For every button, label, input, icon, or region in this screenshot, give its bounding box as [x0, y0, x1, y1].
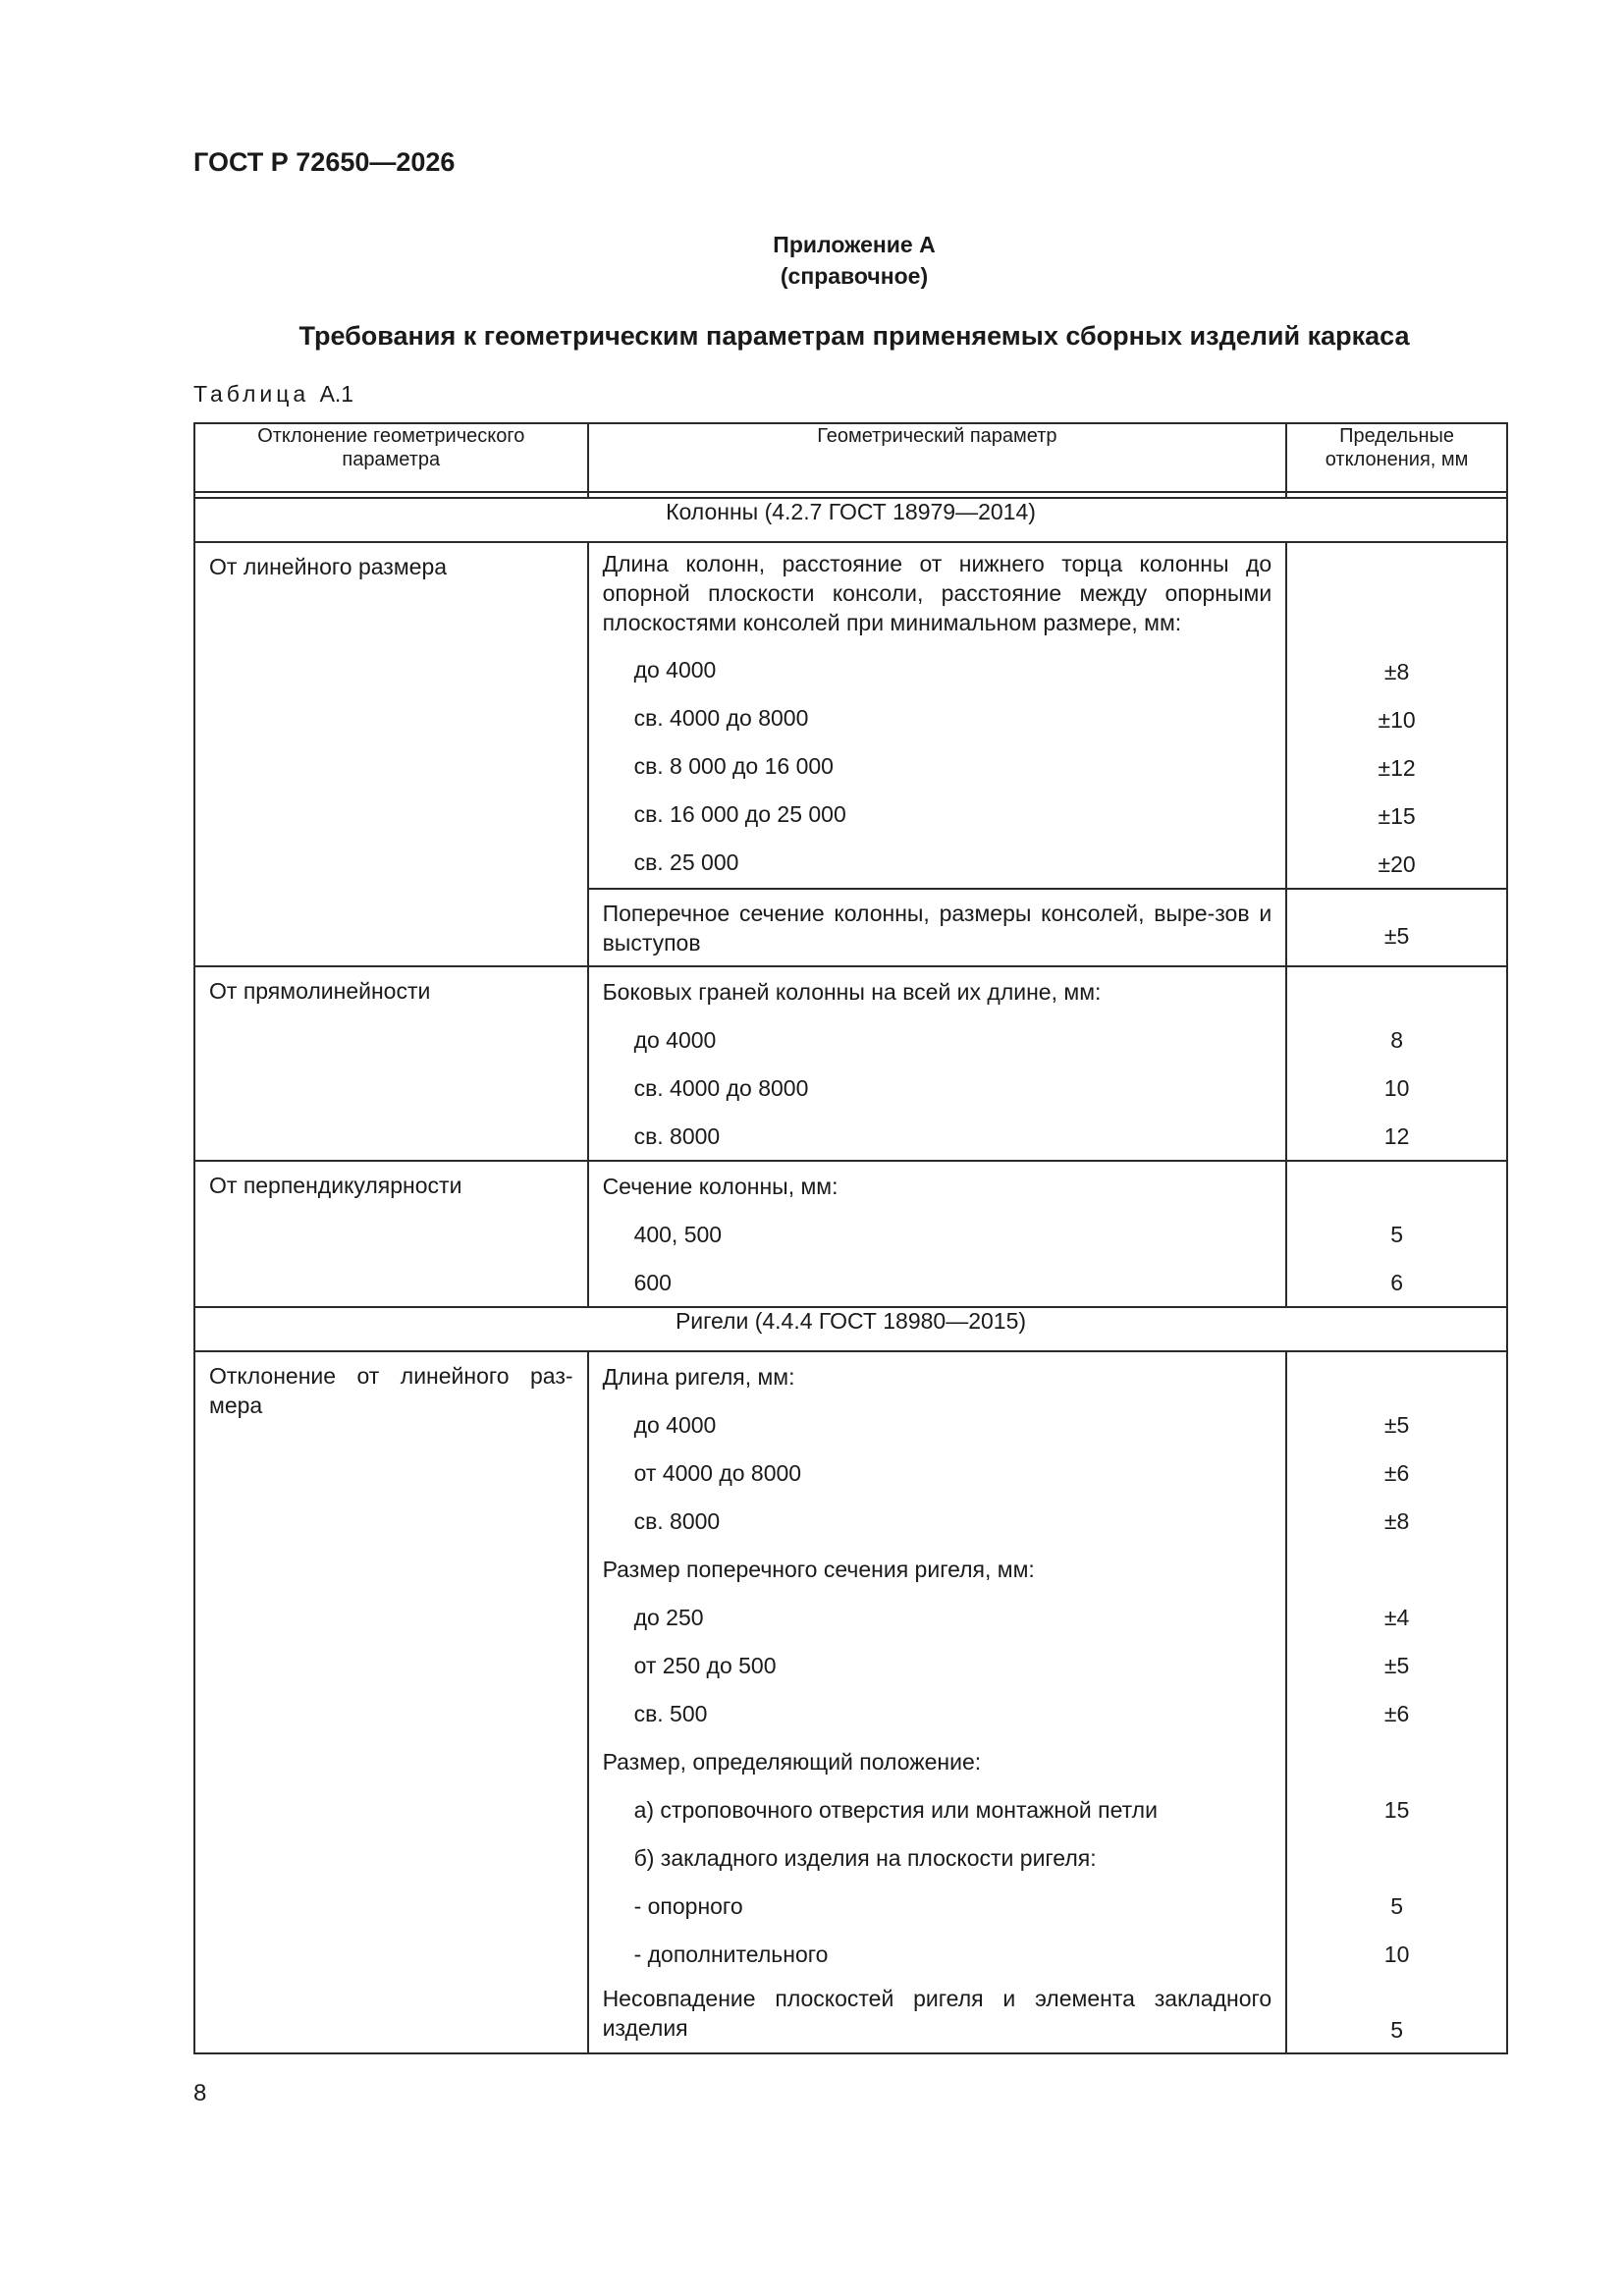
document-title: Требования к геометрическим параметрам применяемых сборных изделий каркаса — [298, 321, 1410, 351]
limit-cell — [1286, 542, 1507, 889]
parameter-item: от 4000 до 8000 — [633, 1459, 802, 1486]
column-header-parameter: Геометрический параметр — [588, 423, 1287, 492]
table-row — [194, 542, 1507, 889]
parameter-item: св. 25 000 — [633, 848, 739, 875]
limit-value: ±4 — [1383, 1604, 1410, 1630]
section-title: Колонны (4.2.7 ГОСТ 18979—2014) — [194, 498, 1507, 542]
section-row-crossbars — [194, 1307, 1507, 1351]
appendix-heading — [0, 229, 1623, 292]
parameter-description: Несовпадение плоскостей ригеля и элемента закладного изделия — [602, 1986, 1272, 2041]
standard-code: ГОСТ Р 72650—2026 — [193, 147, 456, 177]
parameter-cell — [588, 1351, 1287, 2053]
parameter-subheading: Длина ригеля, мм: — [602, 1363, 795, 1390]
deviation-cell — [194, 966, 588, 1161]
page-number: 8 — [193, 2080, 207, 2106]
parameter-item: св. 500 — [633, 1700, 708, 1726]
parameter-subheading: Размер поперечного сечения ригеля, мм: — [602, 1556, 1035, 1582]
parameter-item: св. 8 000 до 16 000 — [633, 752, 834, 779]
parameter-description: Сечение колонны, мм: — [602, 1173, 839, 1199]
limit-value: 12 — [1383, 1122, 1410, 1149]
limit-cell — [1286, 1161, 1507, 1307]
limit-value — [1287, 1352, 1506, 1400]
limit-value — [1287, 1833, 1506, 1882]
limit-value: 10 — [1383, 1941, 1410, 1967]
limit-cell — [1286, 966, 1507, 1161]
parameter-item: а) строповочного отверстия или монтажной петли — [633, 1796, 1158, 1823]
limit-value: 8 — [1390, 1026, 1403, 1053]
parameter-item: св. 4000 до 8000 — [633, 704, 809, 731]
deviation-label: От прямолинейности — [209, 978, 431, 1004]
limit-value — [1287, 1545, 1506, 1593]
deviation-cell — [194, 542, 588, 966]
limit-value: 5 — [1390, 1221, 1403, 1247]
limit-value: 5 — [1390, 2017, 1403, 2043]
parameter-item: св. 8000 — [633, 1122, 721, 1149]
parameter-item: 600 — [633, 1269, 672, 1295]
section-row-columns — [194, 498, 1507, 542]
limit-value: ±5 — [1383, 1411, 1410, 1438]
deviation-cell — [194, 1351, 588, 2053]
deviation-label: От линейного размера — [209, 554, 448, 579]
limit-value: ±5 — [1383, 923, 1410, 949]
limit-value: ±10 — [1378, 706, 1416, 733]
deviation-cell — [194, 1161, 588, 1307]
parameter-item: св. 16 000 до 25 000 — [633, 800, 846, 827]
parameter-item: св. 8000 — [633, 1507, 721, 1534]
appendix-title: Приложение А — [773, 232, 936, 257]
limit-value: 15 — [1383, 1796, 1410, 1823]
deviation-label: Отклонение от линейного раз-мера — [209, 1363, 573, 1418]
requirements-table — [193, 422, 1508, 2054]
table-header-row — [194, 423, 1507, 492]
limit-value: ±15 — [1378, 802, 1416, 829]
parameter-item: св. 4000 до 8000 — [633, 1074, 809, 1101]
parameter-cell — [588, 889, 1287, 966]
parameter-cell — [588, 1161, 1287, 1307]
table-row — [194, 1161, 1507, 1307]
table-caption — [193, 381, 353, 408]
parameter-item: до 250 — [633, 1604, 704, 1630]
parameter-subheading: Размер, определяющий положение: — [602, 1748, 982, 1775]
parameter-item: до 4000 — [633, 1026, 717, 1053]
parameter-item: - опорного — [633, 1892, 743, 1919]
limit-value: 10 — [1383, 1074, 1410, 1101]
column-header-limits: Предельные отклонения, мм — [1286, 423, 1507, 492]
limit-value: ±5 — [1383, 1652, 1410, 1678]
limit-value: ±12 — [1378, 754, 1416, 781]
parameter-item: б) закладного изделия на плоскости ригеля: — [633, 1844, 1097, 1871]
parameter-item: - дополнительного — [633, 1941, 829, 1967]
appendix-subtitle: (справочное) — [780, 263, 929, 289]
table-row — [194, 1351, 1507, 2053]
column-header-deviation: Отклонение геометрического параметра — [194, 423, 588, 492]
limit-value: 5 — [1390, 1892, 1403, 1919]
limit-value: ±8 — [1383, 658, 1410, 684]
parameter-cell — [588, 542, 1287, 889]
section-title: Ригели (4.4.4 ГОСТ 18980—2015) — [194, 1307, 1507, 1351]
limit-value: ±20 — [1378, 850, 1416, 877]
parameter-description: Длина колонн, расстояние от нижнего торца колонны до опорной плоскости консоли, расстояние между опорными плоскостями консолей при минимальном размере, мм: — [602, 551, 1272, 635]
limit-value: ±8 — [1383, 1507, 1410, 1534]
parameter-cell — [588, 966, 1287, 1161]
limit-value: ±6 — [1383, 1700, 1410, 1726]
limit-value — [1287, 1737, 1506, 1785]
parameter-item: до 4000 — [633, 656, 717, 683]
table-caption-word: Таблица — [193, 381, 310, 407]
table-row — [194, 966, 1507, 1161]
table-caption-number: А.1 — [319, 381, 354, 407]
parameter-item: 400, 500 — [633, 1221, 723, 1247]
limit-cell — [1286, 1351, 1507, 2053]
limit-value: ±6 — [1383, 1459, 1410, 1486]
deviation-label: От перпендикулярности — [209, 1173, 462, 1198]
limit-value: 6 — [1390, 1269, 1403, 1295]
parameter-item: до 4000 — [633, 1411, 717, 1438]
parameter-item: от 250 до 500 — [633, 1652, 777, 1678]
parameter-description: Поперечное сечение колонны, размеры консолей, выре-зов и выступов — [602, 901, 1272, 956]
parameter-description: Боковых граней колонны на всей их длине, мм: — [602, 978, 1102, 1005]
limit-cell — [1286, 889, 1507, 966]
